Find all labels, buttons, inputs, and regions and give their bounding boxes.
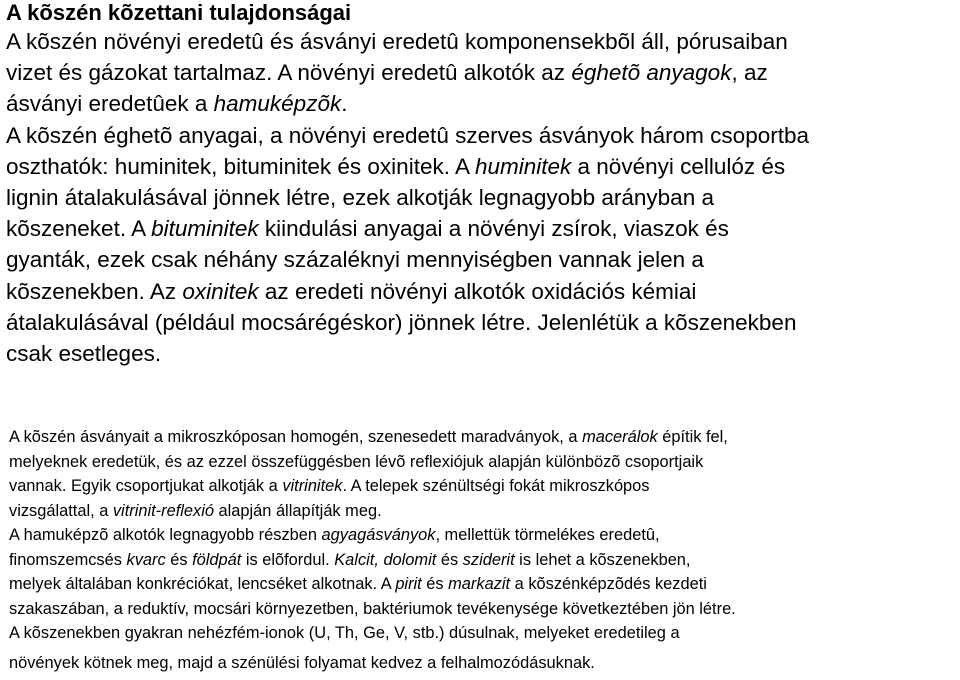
text-line: [9, 621, 954, 646]
italic-term: huminitek: [474, 153, 572, 179]
paragraph-block-detail: [9, 425, 954, 675]
text-run: kõszeneket. A: [6, 216, 152, 242]
text-line: [9, 651, 954, 676]
text-run: építik fel,: [657, 428, 728, 446]
text-run: A kõszén éghetõ anyagai, a növényi eredetû szerves ásványok három csoportba: [6, 122, 809, 148]
text-run: a kõszénképzõdés kezdeti: [510, 575, 707, 593]
italic-term: földpát: [192, 550, 242, 569]
text-run: szakaszában, a reduktív, mocsári környezetben, baktériumok tevékenysége következtében jön létre.: [9, 599, 736, 618]
text-line: [6, 26, 956, 57]
italic-term: kvarc: [126, 550, 166, 569]
text-run: és: [436, 550, 463, 569]
text-line: [9, 499, 954, 524]
text-line: [6, 276, 956, 307]
text-run: vizet és gázokat tartalmaz. A növényi eredetû alkotók az: [6, 60, 572, 86]
text-run: .: [341, 91, 348, 117]
text-line: [6, 338, 956, 369]
text-line: [6, 244, 956, 275]
text-run: A kõszén ásványait a mikroszkóposan homogén, szenesedett maradványok, a: [9, 428, 583, 446]
text-line: [6, 88, 956, 119]
text-run: . A telepek szénültségi fokát mikroszkópos: [342, 477, 650, 495]
italic-term: vitrinit-reflexió: [112, 501, 214, 520]
text-run: kiindulási anyagai a növényi zsírok, viaszok és: [258, 216, 729, 242]
text-line: [9, 474, 954, 499]
text-run: és: [421, 575, 449, 593]
text-run: oszthatók: huminitek, bituminitek és oxinitek. A: [6, 153, 475, 179]
text-run: A kõszenekben gyakran nehézfém-ionok (U, Th, Ge, V, stb.) dúsulnak, melyeket eredetileg a: [9, 624, 680, 642]
text-run: vizsgálattal, a: [9, 501, 113, 520]
text-run: növények kötnek meg, majd a szénülési folyamat kedvez a felhalmozódásuknak.: [9, 653, 595, 672]
text-run: gyanták, ezek csak néhány százaléknyi mennyiségben vannak jelen a: [6, 247, 704, 273]
text-run: finomszemcsés: [9, 550, 127, 569]
text-run: melyek általában konkréciókat, lencséket alkotnak. A: [9, 575, 396, 593]
italic-term: pirit: [395, 575, 422, 593]
text-run: az eredeti növényi alkotók oxidációs kémiai: [258, 278, 697, 304]
italic-term: hamuképzõk: [213, 91, 342, 117]
italic-term: éghetõ anyagok: [571, 60, 732, 86]
text-line: [9, 450, 954, 475]
italic-term: vitrinitek: [282, 477, 343, 495]
text-line: [6, 213, 956, 244]
text-line: [6, 151, 956, 182]
text-run: alapján állapítják meg.: [213, 501, 382, 520]
italic-term: markazit: [448, 575, 511, 593]
text-line: [6, 182, 956, 213]
text-run: átalakulásával (például mocsárégéskor) jönnek létre. Jelenlétük a kõszenekben: [6, 309, 797, 335]
text-line: [9, 523, 954, 548]
text-line: [6, 307, 956, 338]
text-run: ásványi eredetûek a: [6, 91, 214, 117]
text-run: lignin átalakulásával jönnek létre, ezek alkotják legnagyobb arányban a: [6, 185, 714, 211]
italic-term: oxinitek: [182, 278, 259, 304]
text-line: [9, 597, 954, 622]
text-line: [9, 425, 954, 450]
text-run: melyeknek eredetük, és az ezzel összefüggésben lévõ reflexiójuk alapján különbözõ csoportjaik: [9, 452, 704, 471]
paragraph-block-main: [6, 26, 956, 369]
text-line: [6, 57, 956, 88]
text-run: is elõfordul.: [241, 550, 335, 569]
italic-term: agyagásványok: [321, 526, 436, 544]
italic-term: Kalcit, dolomit: [334, 550, 437, 569]
italic-term: bituminitek: [151, 216, 259, 242]
text-run: csak esetleges.: [6, 341, 162, 367]
text-run: vannak. Egyik csoportjukat alkotják a: [9, 477, 283, 495]
text-line: [9, 548, 954, 573]
text-run: a növényi cellulóz és: [571, 153, 786, 179]
italic-term: sziderit: [462, 550, 515, 569]
italic-term: macerálok: [582, 428, 658, 446]
text-run: is lehet a kõszenekben,: [514, 550, 691, 569]
text-run: A kõszén növényi eredetû és ásványi eredetû komponensekbõl áll, pórusaiban: [6, 29, 788, 54]
text-line: [6, 120, 956, 151]
document-title: A kõszén kõzettani tulajdonságai: [6, 0, 352, 25]
text-run: kõszenekben. Az: [6, 278, 183, 304]
text-run: , mellettük törmelékes eredetû,: [435, 526, 660, 544]
text-run: és: [165, 550, 193, 569]
text-run: , az: [731, 60, 768, 86]
text-line: [9, 572, 954, 597]
text-run: A hamuképzõ alkotók legnagyobb részben: [9, 526, 322, 544]
